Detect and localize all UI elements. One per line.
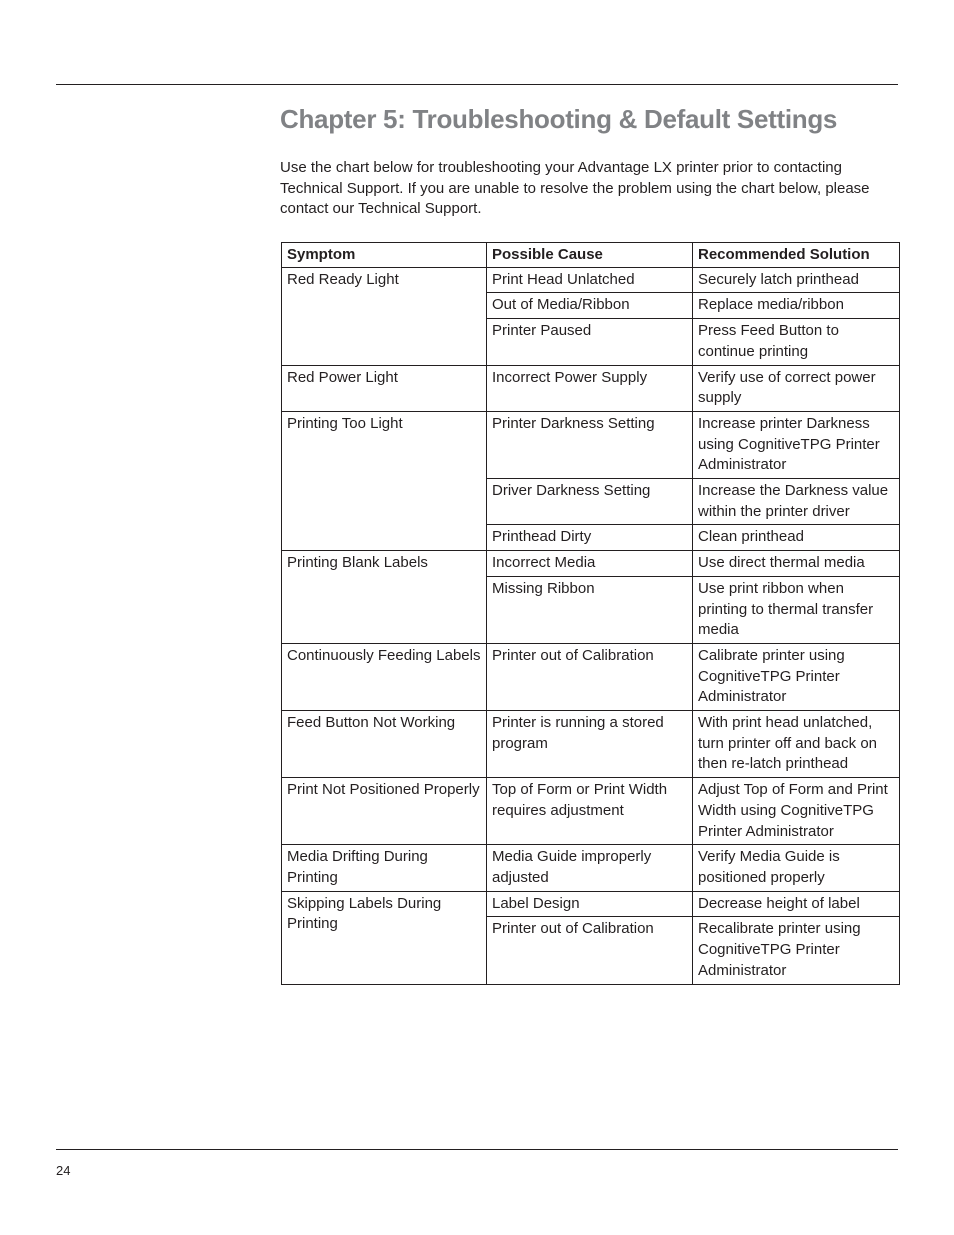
cause-cell: Printer Paused [487, 319, 693, 365]
cause-cell: Media Guide improperly adjusted [487, 845, 693, 891]
table-row [282, 411, 900, 478]
page-title: Chapter 5: Troubleshooting & Default Settings [280, 104, 838, 134]
cause-cell: Out of Media/Ribbon [487, 293, 693, 319]
table-row [282, 551, 900, 577]
header-symptom: Symptom [282, 243, 487, 268]
solution-cell: Decrease height of label [693, 891, 900, 917]
solution-cell: Calibrate printer using CognitiveTPG Printer Administrator [693, 643, 900, 710]
solution-cell: Press Feed Button to continue printing [693, 319, 900, 365]
header-possible-cause: Possible Cause [487, 243, 693, 268]
solution-cell: Verify use of correct power supply [693, 365, 900, 411]
solution-cell: Recalibrate printer using CognitiveTPG Printer Administrator [693, 917, 900, 984]
solution-cell: Verify Media Guide is positioned properly [693, 845, 900, 891]
cause-cell: Printer out of Calibration [487, 917, 693, 984]
symptom-cell: Printing Blank Labels [282, 551, 487, 644]
solution-cell: Adjust Top of Form and Print Width using CognitiveTPG Printer Administrator [693, 778, 900, 845]
cause-cell: Driver Darkness Setting [487, 479, 693, 525]
cause-cell: Label Design [487, 891, 693, 917]
intro-paragraph: Use the chart below for troubleshooting your Advantage LX printer prior to contacting Technical Support. If you are unable to resolve the problem using the chart below, please contact our Technical Support. [280, 159, 870, 217]
table-row [282, 711, 900, 778]
cause-cell: Incorrect Media [487, 551, 693, 577]
cause-cell: Missing Ribbon [487, 576, 693, 643]
top-divider [56, 84, 898, 85]
cause-cell: Printhead Dirty [487, 525, 693, 551]
troubleshooting-table [281, 242, 900, 985]
table-row [282, 643, 900, 710]
cause-cell: Printer Darkness Setting [487, 411, 693, 478]
cause-cell: Incorrect Power Supply [487, 365, 693, 411]
solution-cell: Use direct thermal media [693, 551, 900, 577]
table-row [282, 891, 900, 917]
cause-cell: Printer out of Calibration [487, 643, 693, 710]
table-row [282, 845, 900, 891]
symptom-cell: Media Drifting During Printing [282, 845, 487, 891]
table-body [282, 267, 900, 984]
cause-cell: Printer is running a stored program [487, 711, 693, 778]
solution-cell: Securely latch printhead [693, 267, 900, 293]
table-row [282, 267, 900, 293]
symptom-cell: Continuously Feeding Labels [282, 643, 487, 710]
header-recommended-solution: Recommended Solution [693, 243, 900, 268]
solution-cell: Increase the Darkness value within the printer driver [693, 479, 900, 525]
table-row [282, 365, 900, 411]
bottom-divider [56, 1149, 898, 1150]
cause-cell: Top of Form or Print Width requires adjustment [487, 778, 693, 845]
symptom-cell: Printing Too Light [282, 411, 487, 550]
symptom-cell: Skipping Labels During Printing [282, 891, 487, 984]
table-row [282, 778, 900, 845]
solution-cell: Use print ribbon when printing to thermal transfer media [693, 576, 900, 643]
solution-cell: Clean printhead [693, 525, 900, 551]
symptom-cell: Red Power Light [282, 365, 487, 411]
solution-cell: Increase printer Darkness using CognitiveTPG Printer Administrator [693, 411, 900, 478]
cause-cell: Print Head Unlatched [487, 267, 693, 293]
table-header-row [282, 243, 900, 268]
symptom-cell: Print Not Positioned Properly [282, 778, 487, 845]
solution-cell: With print head unlatched, turn printer off and back on then re-latch printhead [693, 711, 900, 778]
page-number: 24 [56, 1163, 71, 1178]
symptom-cell: Red Ready Light [282, 267, 487, 365]
solution-cell: Replace media/ribbon [693, 293, 900, 319]
symptom-cell: Feed Button Not Working [282, 711, 487, 778]
